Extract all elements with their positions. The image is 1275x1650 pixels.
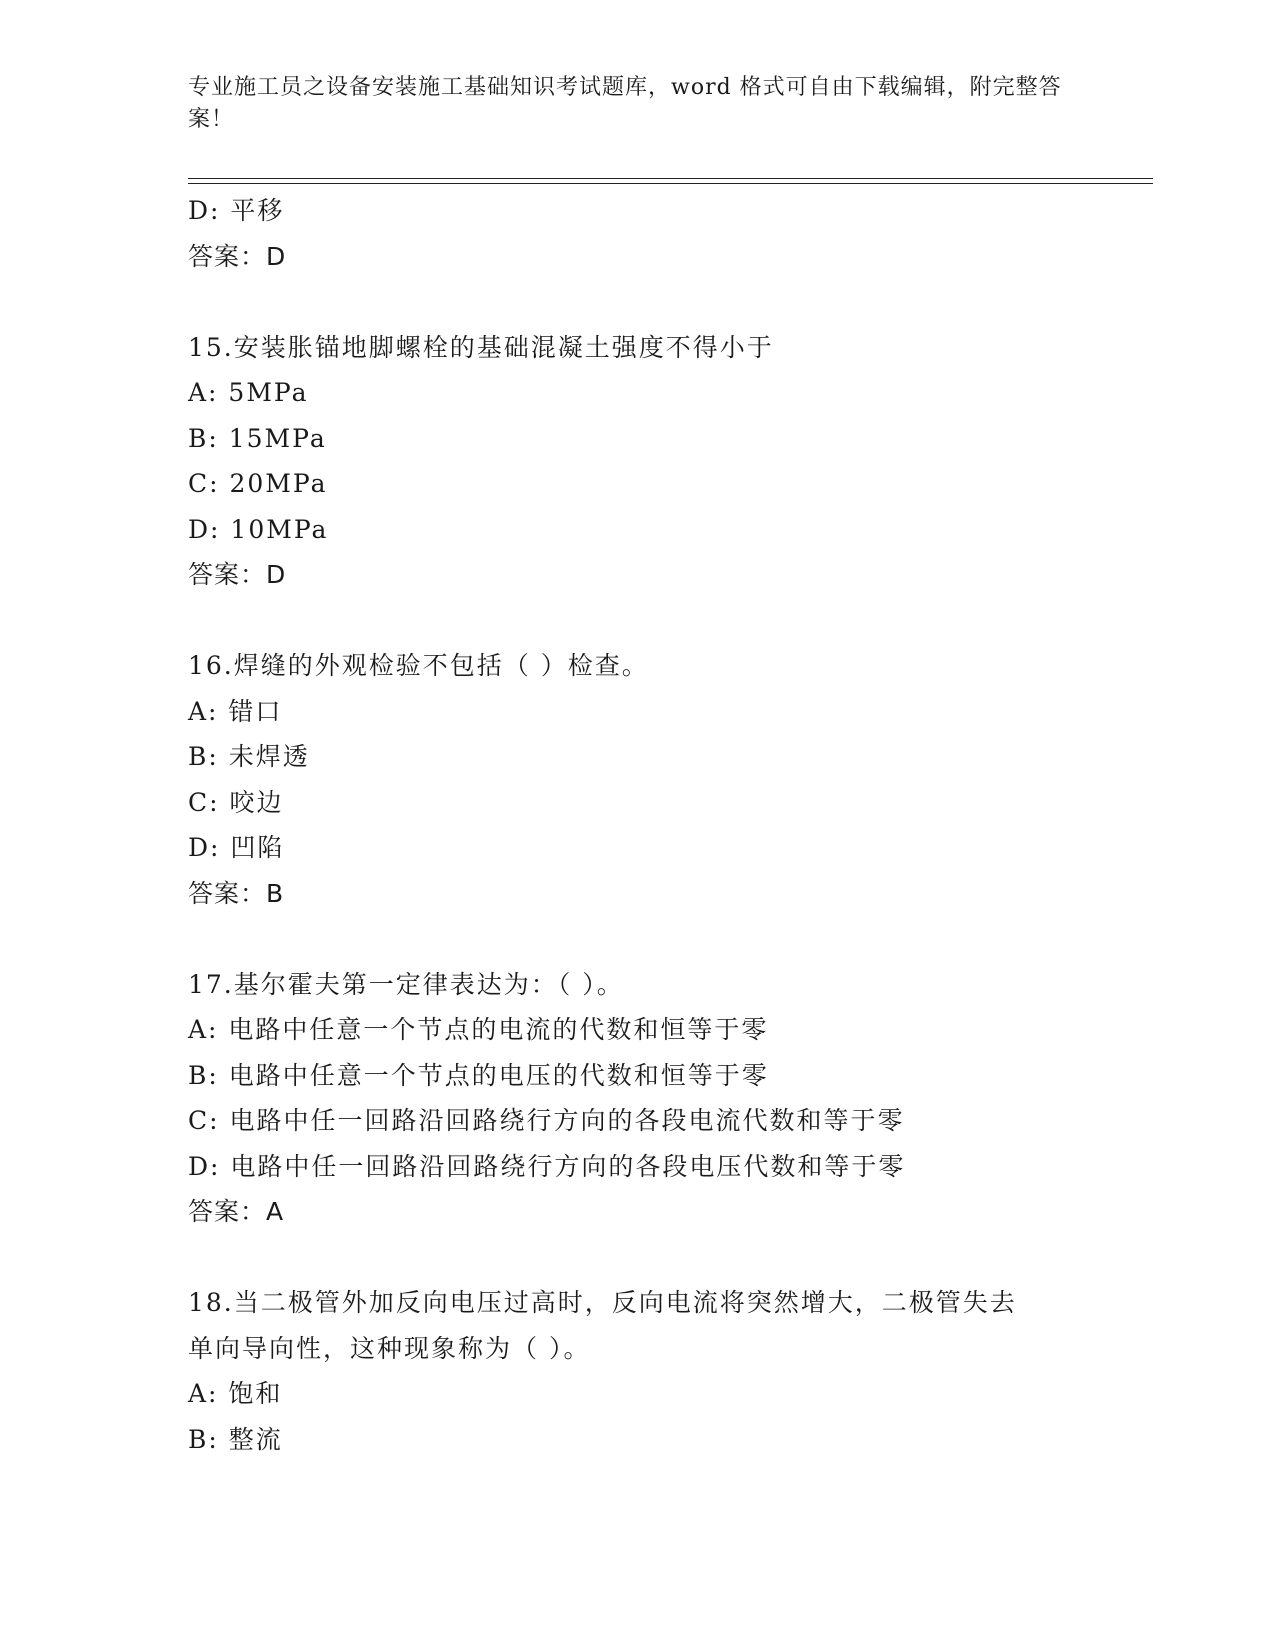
option-b: B: 整流 xyxy=(188,1424,283,1454)
option-b: B: 15MPa xyxy=(188,423,327,453)
question-stem-line-2: 单向导向性，这种现象称为（ ）。 xyxy=(188,1333,591,1363)
document-header: 专业施工员之设备安装施工基础知识考试题库，word 格式可自由下载编辑，附完整答案！ xyxy=(188,75,1062,132)
option-d: D: 平移 xyxy=(188,196,285,225)
answer-line: 答案：A xyxy=(188,1197,285,1226)
question-16 xyxy=(188,643,1153,916)
option-a: A: 饱和 xyxy=(188,1379,283,1408)
option-c: C: 电路中任一回路沿回路绕行方向的各段电流代数和等于零 xyxy=(188,1106,905,1135)
spacer xyxy=(188,598,1153,644)
question-content xyxy=(188,188,1153,1462)
option-d: D: 凹陷 xyxy=(188,833,285,862)
answer-line: 答案：D xyxy=(188,241,287,271)
option-b: B: 未焊透 xyxy=(188,742,310,771)
option-a: A: 5MPa xyxy=(188,378,309,407)
question-17 xyxy=(188,962,1153,1235)
option-c: C: 20MPa xyxy=(188,469,328,498)
header-divider-top xyxy=(188,178,1153,179)
option-a: A: 错口 xyxy=(188,696,283,726)
spacer xyxy=(188,1235,1153,1281)
answer-line: 答案：D xyxy=(188,560,287,589)
answer-line: 答案：B xyxy=(188,878,285,908)
option-d: D: 电路中任一回路沿回路绕行方向的各段电压代数和等于零 xyxy=(188,1151,906,1181)
option-c: C: 咬边 xyxy=(188,787,284,817)
question-stem: 15.安装胀锚地脚螺栓的基础混凝土强度不得小于 xyxy=(188,332,774,362)
question-stem-line-1: 18.当二极管外加反向电压过高时，反向电流将突然增大，二极管失去 xyxy=(188,1288,1017,1317)
spacer xyxy=(188,279,1153,325)
option-a: A: 电路中任意一个节点的电流的代数和恒等于零 xyxy=(188,1015,769,1044)
option-b: B: 电路中任意一个节点的电压的代数和恒等于零 xyxy=(188,1060,769,1090)
option-d: D: 10MPa xyxy=(188,514,329,544)
question-15 xyxy=(188,325,1153,598)
question-18 xyxy=(188,1280,1153,1462)
question-stem: 16.焊缝的外观检验不包括（ ）检查。 xyxy=(188,651,649,680)
question-stem: 17.基尔霍夫第一定律表达为：（ ）。 xyxy=(188,969,624,999)
header-divider-bottom xyxy=(188,183,1153,184)
spacer xyxy=(188,916,1153,962)
